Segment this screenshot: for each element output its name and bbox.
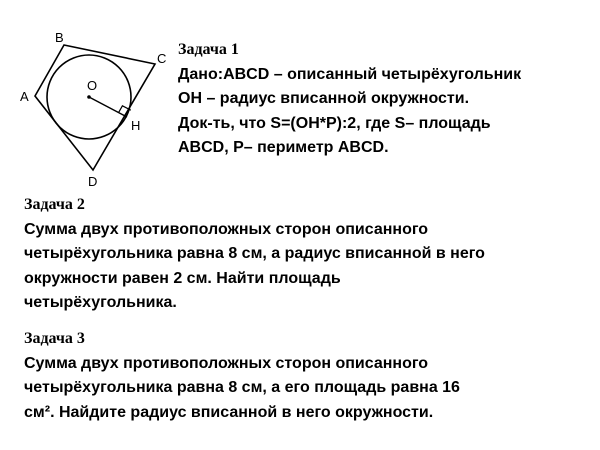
task-2 [24, 193, 485, 316]
figure-svg [0, 0, 180, 195]
task-1-line-4: ABCD, P– периметр ABCD. [178, 139, 389, 156]
task-2-line-3: окружности равен 2 см. Найти площадь [24, 269, 341, 287]
label-d: D [88, 174, 98, 189]
task-3-line-1: Сумма двух противоположных сторон описанного [24, 354, 429, 372]
label-h: H [131, 118, 141, 133]
quadrilateral-figure [0, 0, 180, 195]
label-a: A [20, 89, 29, 104]
task-2-line-1: Сумма двух противоположных сторон описанного [24, 220, 429, 238]
task-3-line-2: четырёхугольника равна 8 см, а его площадь равна 16 [24, 379, 460, 396]
task-1-title: Задача 1 [178, 41, 239, 58]
task-2-line-2: четырёхугольника равна 8 см, а радиус вписанной в него [24, 245, 485, 262]
task-2-title: Задача 2 [24, 196, 85, 213]
task-1-line-1: Дано:ABCD – описанный четырёхугольник [178, 65, 522, 83]
task-3-title: Задача 3 [24, 330, 85, 347]
label-c: C [157, 51, 167, 66]
task-1 [178, 38, 521, 161]
task-1-line-2: OH – радиус вписанной окружности. [178, 90, 470, 107]
task-3-line-3: см². Найдите радиус вписанной в него окружности. [24, 403, 434, 421]
task-3 [24, 327, 460, 425]
label-o: O [87, 78, 98, 93]
task-1-line-3: Док-ть, что S=(OH*P):2, где S– площадь [178, 114, 491, 132]
task-2-line-4: четырёхугольника. [24, 294, 177, 311]
quadrilateral-abcd [35, 45, 155, 170]
label-b: B [55, 30, 64, 45]
